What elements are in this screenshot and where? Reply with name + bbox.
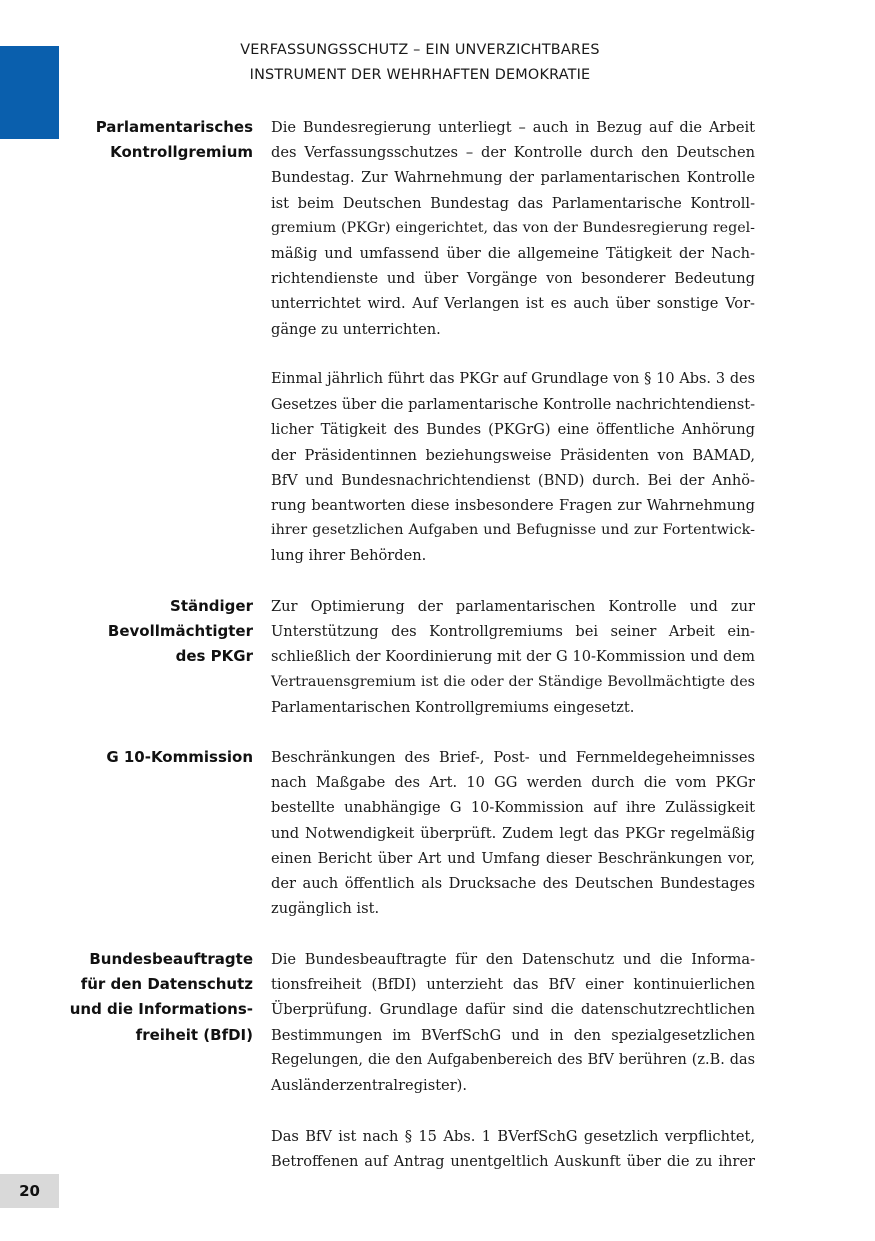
section-title-g10-kommission [13,745,253,770]
text-line: richtendienste und über Vorgänge von besonderer Bedeutung [271,270,755,288]
text-line: Parlamentarischen Kontrollgremiums eingesetzt. [271,698,635,716]
section-title-line: Parlamentarisches [95,118,253,136]
text-line: der Präsidentinnen beziehungsweise Präsidenten von BAMAD, [271,446,755,464]
paragraph-bfv-auskunft [271,1124,755,1174]
text-line: BfV und Bundesnachrichtendienst (BND) durch. Bei der Anhö- [271,471,755,489]
text-line: des Verfassungsschutzes – der Kontrolle durch den Deutschen [271,144,755,162]
text-line: und Notwendigkeit überprüft. Zudem legt das PKGr regelmäßig [271,824,755,842]
text-line: Unterstützung des Kontrollgremiums bei seiner Arbeit ein- [271,623,755,641]
text-line: schließlich der Koordinierung mit der G 10-Kommission und dem [271,648,755,666]
text-line: Ausländerzentralregister). [271,1077,468,1095]
text-line: lung ihrer Behörden. [271,547,427,565]
paragraph-bfdi-pruefung [271,947,755,1098]
text-line: zugänglich ist. [271,900,380,918]
section-title-line: Bundesbeauftragte [89,950,253,968]
running-header-line-2: INSTRUMENT DER WEHRHAFTEN DEMOKRATIE [249,67,591,83]
paragraph-g10-kommission [271,745,755,921]
text-line: Zur Optimierung der parlamentarischen Kontrolle und zur [271,598,755,615]
text-line: Bestimmungen im BVerfSchG und in den spezialgesetzlichen [271,1026,755,1044]
text-line: Das BfV ist nach § 15 Abs. 1 BVerfSchG gesetzlich verpflichtet, [271,1128,755,1145]
text-line: gremium (PKGr) eingerichtet, das von der Bundesregierung regel- [271,219,755,236]
text-line: Beschränkungen des Brief-, Post- und Fernmeldegeheimnisses [271,749,755,766]
section-title-line: für den Datenschutz [80,975,253,994]
text-line: unterrichtet wird. Auf Verlangen ist es auch über sonstige Vor- [271,295,755,313]
text-line: Die Bundesregierung unterliegt – auch in Bezug auf die Arbeit [271,119,755,136]
text-line: Die Bundesbeauftragte für den Datenschutz und die Informa- [271,951,755,968]
text-line: tionsfreiheit (BfDI) unterzieht das BfV einer kontinuierlichen [271,976,755,994]
text-line: der auch öffentlich als Drucksache des Deutschen Bundestages [271,875,755,893]
paragraph-pkgr-anhoerung [271,367,755,569]
section-title-line: Ständiger [170,597,253,615]
running-header-line-1: VERFASSUNGSSCHUTZ – EIN UNVERZICHTBARES [240,42,600,58]
page-number: 20 [0,1174,59,1208]
section-title-line: Bevollmächtigter [107,622,253,641]
text-line: gänge zu unterrichten. [271,320,441,338]
section-title-line: Kontrollgremium [110,143,253,162]
text-line: Bundestag. Zur Wahrnehmung der parlamentarischen Kontrolle [271,169,755,187]
text-line: Gesetzes über die parlamentarische Kontrolle nachrichtendienst- [271,396,755,414]
text-line: Überprüfung. Grundlage dafür sind die datenschutzrechtlichen [271,1001,755,1019]
text-line: rung beantworten diese insbesondere Fragen zur Wahrnehmung [271,497,755,515]
text-line: Vertrauensgremium ist die oder der Ständige Bevollmächtigte des [271,673,755,690]
section-title-line: des PKGr [175,647,253,666]
text-line: mäßig und umfassend über die allgemeine Tätigkeit der Nach- [271,245,755,263]
text-line: bestellte unabhängige G 10-Kommission auf ihre Zulässigkeit [271,799,755,817]
text-line: ihrer gesetzlichen Aufgaben und Befugnisse und zur Fortentwick- [271,522,755,539]
section-title-bfdi [13,947,253,1048]
section-title-line: und die Informations- [69,1000,253,1019]
section-title-parlamentarisches-kontrollgremium [13,115,253,165]
section-title-line: G 10-Kommission [106,748,253,766]
text-line: Betroffenen auf Antrag unentgeltlich Auskunft über die zu ihrer [271,1153,755,1171]
text-line: ist beim Deutschen Bundestag das Parlamentarische Kontroll- [271,194,755,212]
section-title-staendiger-bevollmaechtigter [13,594,253,670]
text-line: Einmal jährlich führt das PKGr auf Grundlage von § 10 Abs. 3 des [271,371,755,387]
text-line: Regelungen, die den Aufgabenbereich des BfV berühren (z.B. das [271,1051,755,1068]
section-title-line: freiheit (BfDI) [135,1025,253,1044]
text-line: einen Bericht über Art und Umfang dieser Beschränkungen vor, [271,849,755,867]
text-line: licher Tätigkeit des Bundes (PKGrG) eine öffentliche Anhörung [271,421,755,439]
paragraph-staendiger-bevollmaechtigter [271,594,755,720]
paragraph-pkgr-kontrolle [271,115,755,342]
text-line: nach Maßgabe des Art. 10 GG werden durch die vom PKGr [271,774,755,792]
